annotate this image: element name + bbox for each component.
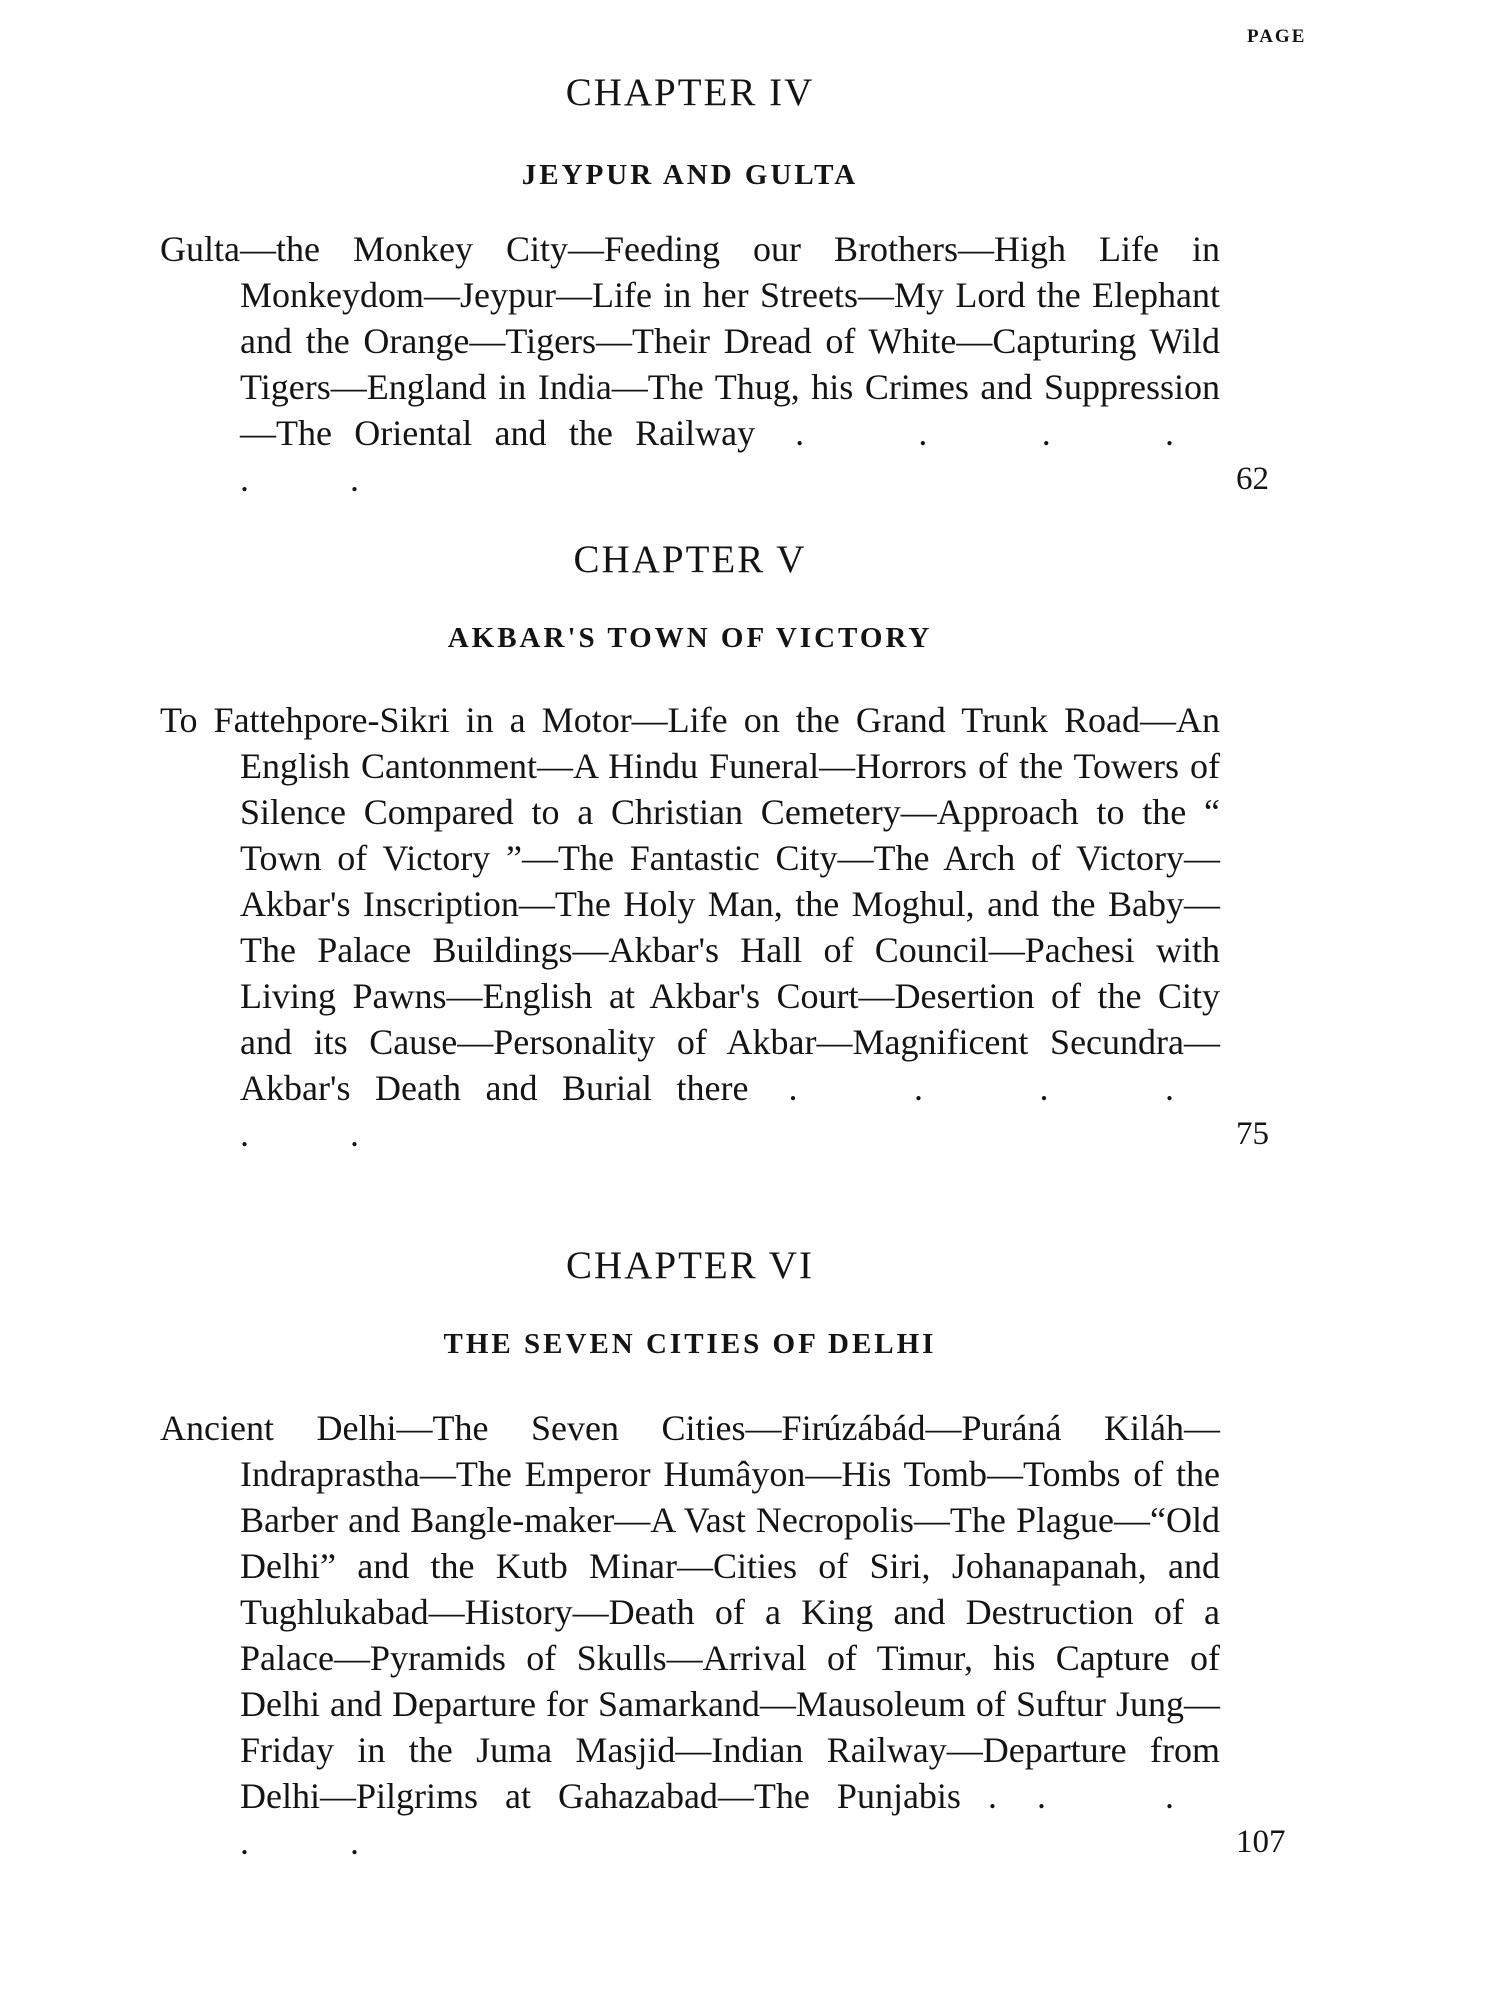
chapter-number: CHAPTER IV xyxy=(565,71,815,114)
leader-dots: . . . . . . xyxy=(240,1068,1221,1154)
summary-text: To Fattehpore-Sikri in a Motor—Life on the Grand Trunk Road—An English Cantonment—A Hindu Funeral—Horrors of the Towers of Silence Compared to a Christian Cemetery—Approach to the “ Town of Victory ”—The Fantastic City—The Arch of Victory—Akbar's Inscription—The Holy Man, the Moghul, and the Baby—The Palace Buildings—Akbar's Hall of Council—Pachesi with Living Pawns—English at Akbar's Court—Desertion of the City and its Cause—Personality of Akbar—Magnificent Secundra—Akbar's Death and Burial there xyxy=(160,700,1220,1108)
summary-text: Ancient Delhi—The Seven Cities—Firúzábád—Puráná Kiláh—Indraprastha—The Emperor Humâyon—His Tomb—Tombs of the Barber and Bangle-maker—A Vast Necropolis—The Plague—“Old Delhi” and the Kutb Minar—Cities of Siri, Johanapanah, and Tughlukabad—History—Death of a King and Destruction of a Palace—Pyramids of Skulls—Arrival of Timur, his Capture of Delhi and Departure for Samarkand—Mausoleum of Suftur Jung—Friday in the Juma Masjid—Indian Railway—Departure from Delhi—Pilgrims at Gahazabad—The Punjabis . xyxy=(160,1408,1220,1816)
leader-dots: . . . . . . xyxy=(240,413,1220,499)
chapter-title: THE SEVEN CITIES OF DELHI xyxy=(443,1328,937,1360)
chapter-v-section xyxy=(160,537,1269,1157)
chapter-summary: Ancient Delhi—The Seven Cities—Firúzábád—Puráná Kiláh—Indraprastha—The Emperor Humâyon—His Tomb—Tombs of the Barber and Bangle-maker—A Vast Necropolis—The Plague—“Old Delhi” and the Kutb Minar—Cities of Siri, Johanapanah, and Tughlukabad—History—Death of a King and Destruction of a Palace—Pyramids of Skulls—Arrival of Timur, his Capture of Delhi and Departure for Samarkand—Mausoleum of Suftur Jung—Friday in the Juma Masjid—Indian Railway—Departure from Delhi—Pilgrims at Gahazabad—The Punjabis . . . . . 107 xyxy=(160,1408,1286,1862)
chapter-number: CHAPTER V xyxy=(573,538,807,581)
chapter-summary: To Fattehpore-Sikri in a Motor—Life on the Grand Trunk Road—An English Cantonment—A Hindu Funeral—Horrors of the Towers of Silence Compared to a Christian Cemetery—Approach to the “ Town of Victory ”—The Fantastic City—The Arch of Victory—Akbar's Inscription—The Holy Man, the Moghul, and the Baby—The Palace Buildings—Akbar's Hall of Council—Pachesi with Living Pawns—English at Akbar's Court—Desertion of the City and its Cause—Personality of Akbar—Magnificent Secundra—Akbar's Death and Burial there . . . . . . 75 xyxy=(160,700,1269,1154)
chapter-number: CHAPTER VI xyxy=(566,1244,814,1287)
summary-text: Gulta—the Monkey City—Feeding our Brothers—High Life in Monkeydom—Jeypur—Life in her Streets—My Lord the Elephant and the Orange—Tigers—Their Dread of White—Capturing Wild Tigers—England in India—The Thug, his Crimes and Suppression—The Oriental and the Railway xyxy=(160,229,1220,453)
chapter-title: AKBAR'S TOWN OF VICTORY xyxy=(447,622,933,654)
chapter-vi-section xyxy=(160,1243,1286,1865)
page-column-label: PAGE xyxy=(1247,26,1307,47)
chapter-title: JEYPUR AND GULTA xyxy=(521,159,859,191)
chapter-iv-section xyxy=(160,70,1269,502)
chapter-summary: Gulta—the Monkey City—Feeding our Brothers—High Life in Monkeydom—Jeypur—Life in her Streets—My Lord the Elephant and the Orange—Tigers—Their Dread of White—Capturing Wild Tigers—England in India—The Thug, his Crimes and Suppression—The Oriental and the Railway . . . . . . 62 xyxy=(160,229,1269,499)
leader-dots: . . . . xyxy=(240,1776,1220,1862)
